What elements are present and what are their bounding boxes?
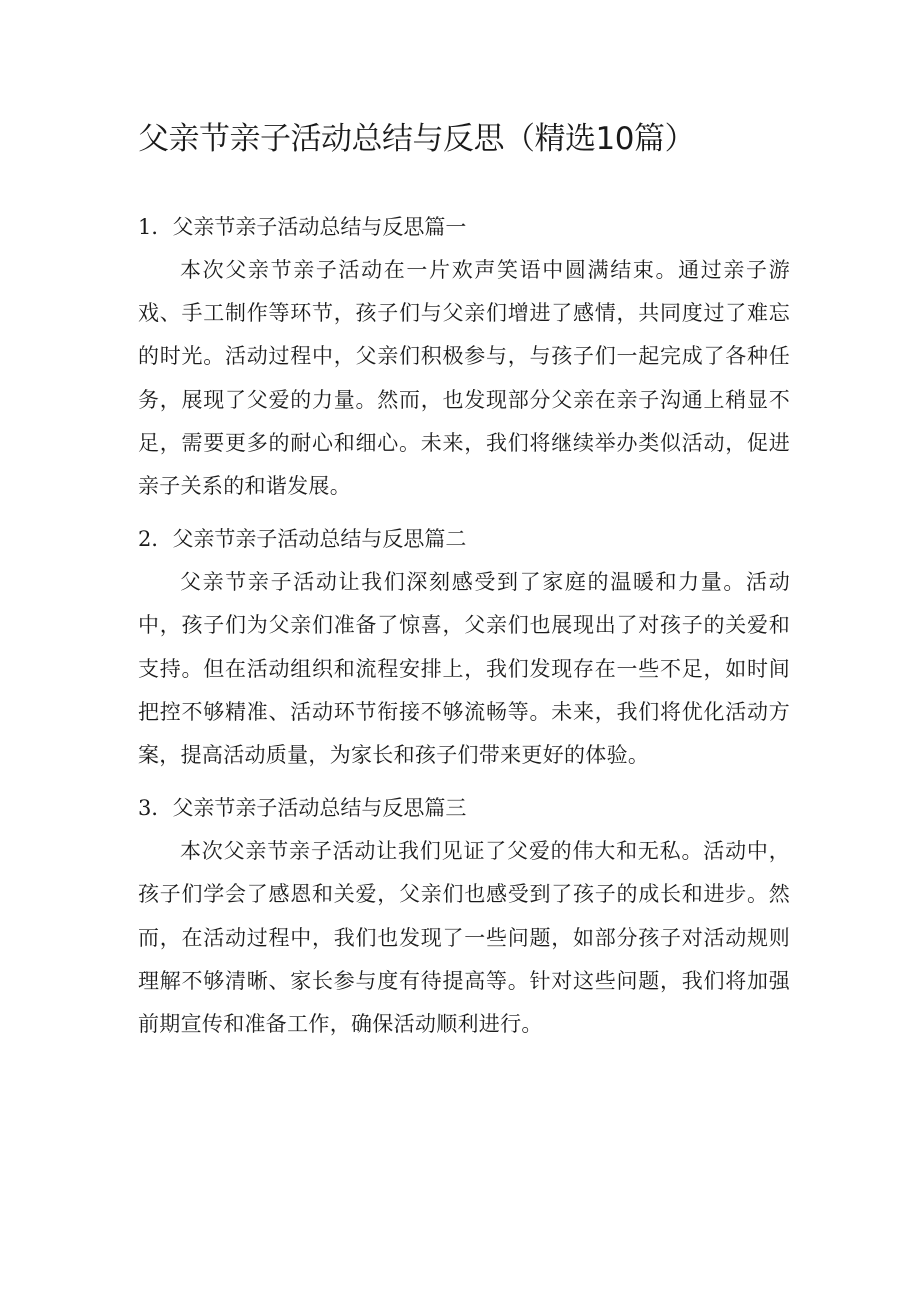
section-paragraph: 父亲节亲子活动让我们深刻感受到了家庭的温暖和力量。活动中，孩子们为父亲们准备了惊喜，父亲们也展现出了对孩子的关爱和支持。但在活动组织和流程安排上，我们发现存在一些不足，如时间把控不够精准、活动环节衔接不够流畅等。未来，我们将优化活动方案，提高活动质量，为家长和孩子们带来更好的体验。 (138, 570, 790, 768)
section-heading: 2．父亲节亲子活动总结与反思篇二 (138, 527, 467, 552)
section-heading: 1．父亲节亲子活动总结与反思篇一 (138, 215, 467, 239)
section-paragraph: 本次父亲节亲子活动让我们见证了父爱的伟大和无私。活动中，孩子们学会了感恩和关爱，父亲们也感受到了孩子的成长和进步。然而，在活动过程中，我们也发现了一些问题，如部分孩子对活动规则理解不够清晰、家长参与度有待提高等。针对这些问题，我们将加强前期宣传和准备工作，确保活动顺利进行。 (138, 839, 790, 1037)
section-heading: 3．父亲节亲子活动总结与反思篇三 (138, 796, 467, 821)
section-3 (138, 791, 790, 1046)
document-body (138, 210, 790, 1060)
document-title: 父亲节亲子活动总结与反思（精选10篇） (138, 121, 695, 157)
section-paragraph: 本次父亲节亲子活动在一片欢声笑语中圆满结束。通过亲子游戏、手工制作等环节，孩子们与父亲们增进了感情，共同度过了难忘的时光。活动过程中，父亲们积极参与，与孩子们一起完成了各种任务，展现了父爱的力量。然而，也发现部分父亲在亲子沟通上稍显不足，需要更多的耐心和细心。未来，我们将继续举办类似活动，促进亲子关系的和谐发展。 (138, 258, 790, 499)
section-2 (138, 522, 790, 777)
section-1 (138, 210, 790, 508)
